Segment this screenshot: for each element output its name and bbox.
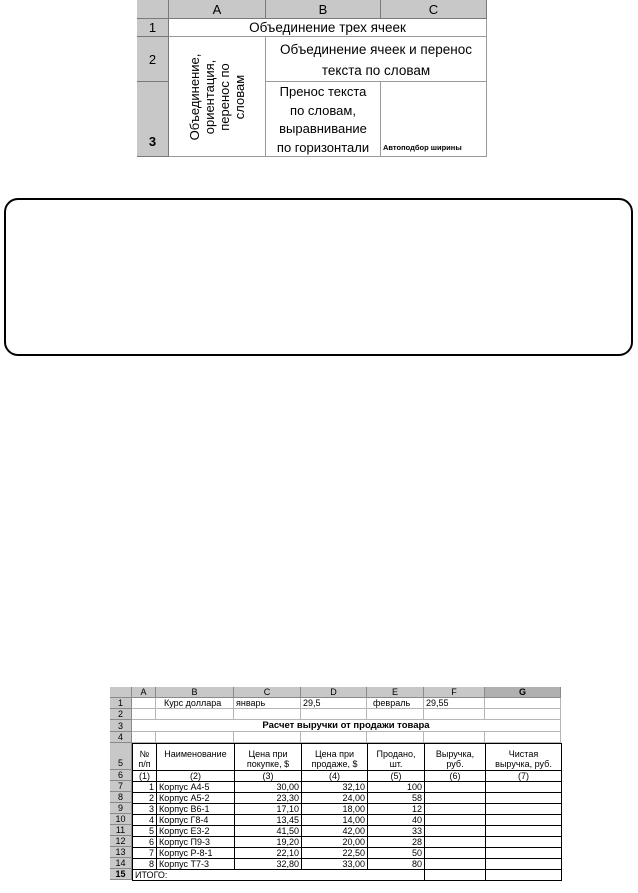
quantity-sold[interactable]: 50 [367, 847, 425, 859]
heading-line: Наименование [164, 749, 227, 759]
row-header-12[interactable]: 12 [110, 836, 132, 847]
total-label: ИТОГО: [132, 869, 425, 881]
row-header-8[interactable]: 8 [110, 792, 132, 803]
row-number[interactable]: 8 [132, 858, 157, 870]
column-number: (5) [367, 770, 425, 782]
sell-price[interactable]: 20,00 [301, 836, 368, 848]
product-name[interactable]: Корпус Р-8-1 [156, 847, 235, 859]
heading-line: п/п [138, 759, 151, 769]
vertical-rotated-text: Объединение, ориентация, перенос по словам [187, 53, 247, 141]
month-january: январь [236, 698, 266, 708]
rate-february[interactable]: 29,55 [426, 698, 449, 708]
buy-price[interactable]: 32,80 [234, 858, 302, 870]
total-revenue-cell[interactable] [424, 869, 486, 881]
column-heading[interactable] [132, 743, 157, 771]
sell-price[interactable]: 14,00 [301, 814, 368, 826]
heading-line: продаже, $ [311, 759, 358, 769]
heading-line: покупке, $ [246, 759, 290, 769]
row-header-6[interactable]: 6 [110, 770, 132, 781]
heading-line: выручка, руб. [495, 759, 552, 769]
grid-cell[interactable] [132, 698, 156, 709]
select-all-corner[interactable] [110, 687, 132, 698]
sales-revenue-spreadsheet [110, 687, 563, 893]
spreadsheet-formatting-example [137, 0, 487, 157]
column-header-c[interactable]: C [234, 687, 301, 698]
buy-price[interactable]: 17,10 [234, 803, 302, 815]
quantity-sold[interactable]: 58 [367, 792, 425, 804]
product-name[interactable]: Корпус П9-3 [156, 836, 235, 848]
row-number[interactable]: 3 [132, 803, 157, 815]
product-name[interactable]: Корпус А4-5 [156, 781, 235, 793]
column-header-c[interactable]: C [381, 0, 487, 19]
column-header-d[interactable]: D [301, 687, 367, 698]
column-heading[interactable] [367, 743, 425, 771]
rate-january[interactable]: 29,5 [303, 698, 321, 708]
heading-line: Выручка, [435, 749, 475, 759]
table-title: Расчет выручки от продажи товара [132, 720, 561, 732]
row-header-1[interactable]: 1 [110, 698, 132, 709]
cell-c3-autofit[interactable]: Автоподбор ширины [381, 82, 487, 157]
column-header-b[interactable]: B [156, 687, 234, 698]
exchange-rate-label: Курс доллара [164, 698, 222, 708]
column-number: (6) [424, 770, 486, 782]
row-number[interactable]: 2 [132, 792, 157, 804]
column-number: (7) [485, 770, 562, 782]
wrap-text-line: текста по словам [321, 63, 431, 78]
heading-line: руб. [446, 759, 464, 769]
sell-price[interactable]: 32,10 [301, 781, 368, 793]
buy-price[interactable]: 22,10 [234, 847, 302, 859]
column-heading[interactable] [424, 743, 486, 771]
row-header-15[interactable]: 15 [110, 869, 132, 880]
column-header-e[interactable]: E [367, 687, 424, 698]
row-header-7[interactable]: 7 [110, 781, 132, 792]
row-header-1[interactable]: 1 [137, 19, 169, 37]
row-header-13[interactable]: 13 [110, 847, 132, 858]
column-header-g[interactable]: G [485, 687, 561, 698]
wrap-line: по словам, [290, 102, 356, 118]
quantity-sold[interactable]: 100 [367, 781, 425, 793]
row-header-11[interactable]: 11 [110, 825, 132, 836]
merged-cell-b2-c2[interactable] [266, 37, 487, 82]
month-february: февраль [373, 698, 411, 708]
row-header-9[interactable]: 9 [110, 803, 132, 814]
cell-b3-wrapped[interactable] [266, 82, 381, 157]
row-number[interactable]: 5 [132, 825, 157, 837]
column-number: (1) [132, 770, 157, 782]
grid-cell[interactable] [234, 709, 301, 720]
quantity-sold[interactable]: 40 [367, 814, 425, 826]
heading-line: шт. [389, 759, 403, 769]
wrap-text-line: Объединение ячеек и перенос [280, 42, 472, 57]
row-header-4[interactable]: 4 [110, 732, 132, 743]
column-header-b[interactable]: B [266, 0, 381, 19]
product-name[interactable]: Корпус В6-1 [156, 803, 235, 815]
row-header-3[interactable]: 3 [137, 82, 169, 157]
product-name[interactable]: Корпус А5-2 [156, 792, 235, 804]
sell-price[interactable]: 42,00 [301, 825, 368, 837]
row-header-5[interactable]: 5 [110, 743, 132, 770]
column-number: (3) [234, 770, 302, 782]
quantity-sold[interactable]: 28 [367, 836, 425, 848]
grid-cell[interactable] [485, 709, 561, 720]
column-heading[interactable] [156, 743, 235, 771]
row-number[interactable]: 4 [132, 814, 157, 826]
wrap-line: по горизонтали [276, 139, 370, 155]
column-header-f[interactable]: F [424, 687, 485, 698]
grid-cell[interactable] [156, 732, 234, 743]
row-number[interactable]: 6 [132, 836, 157, 848]
column-heading[interactable] [485, 743, 562, 771]
sell-price[interactable]: 33,00 [301, 858, 368, 870]
column-heading[interactable] [301, 743, 368, 771]
buy-price[interactable]: 23,30 [234, 792, 302, 804]
column-header-a[interactable]: A [132, 687, 156, 698]
grid-cell[interactable] [132, 732, 156, 743]
heading-line: Цена при [314, 749, 355, 759]
row-header-14[interactable]: 14 [110, 858, 132, 869]
sell-price[interactable]: 24,00 [301, 792, 368, 804]
merged-cell-a1-c1[interactable]: Объединение трех ячеек [169, 19, 487, 37]
row-header-2[interactable]: 2 [110, 709, 132, 720]
grid-cell[interactable] [424, 709, 485, 720]
grid-cell[interactable] [301, 732, 367, 743]
heading-line: Продано, [376, 749, 416, 759]
column-number: (4) [301, 770, 368, 782]
quantity-sold[interactable]: 80 [367, 858, 425, 870]
sell-price[interactable]: 18,00 [301, 803, 368, 815]
row-header-10[interactable]: 10 [110, 814, 132, 825]
grid-cell[interactable] [132, 709, 156, 720]
grid-cell[interactable] [424, 732, 485, 743]
grid-cell[interactable] [234, 732, 301, 743]
buy-price[interactable]: 13,45 [234, 814, 302, 826]
select-all-corner[interactable] [137, 0, 169, 19]
heading-line: Цена при [248, 749, 288, 759]
quantity-sold[interactable]: 33 [367, 825, 425, 837]
column-number: (2) [156, 770, 235, 782]
grid-cell[interactable] [156, 709, 234, 720]
grid-cell[interactable] [367, 709, 424, 720]
sell-price[interactable]: 22,50 [301, 847, 368, 859]
heading-line: № [139, 749, 150, 759]
row-header-3[interactable]: 3 [110, 720, 132, 732]
product-name[interactable]: Корпус Е3-2 [156, 825, 235, 837]
grid-cell[interactable] [301, 709, 367, 720]
column-header-a[interactable]: A [169, 0, 266, 19]
row-number[interactable]: 7 [132, 847, 157, 859]
merged-cell-a2-a3[interactable] [169, 37, 266, 157]
quantity-sold[interactable]: 12 [367, 803, 425, 815]
grid-cell[interactable] [485, 732, 561, 743]
rounded-frame [4, 198, 633, 356]
row-number[interactable]: 1 [132, 781, 157, 793]
total-net-revenue-cell[interactable] [485, 869, 562, 881]
product-name[interactable]: Корпус Г8-4 [156, 814, 235, 826]
grid-cell[interactable] [367, 732, 424, 743]
buy-price[interactable]: 41,50 [234, 825, 302, 837]
buy-price[interactable]: 30,00 [234, 781, 302, 793]
product-name[interactable]: Корпус Т7-3 [156, 858, 235, 870]
wrap-line: Пренос текста [279, 84, 367, 99]
buy-price[interactable]: 19,20 [234, 836, 302, 848]
column-heading[interactable] [234, 743, 302, 771]
grid-cell[interactable] [485, 698, 561, 709]
wrap-line: выравнивание [279, 121, 367, 136]
heading-line: Чистая [508, 749, 539, 759]
row-header-2[interactable]: 2 [137, 37, 169, 82]
